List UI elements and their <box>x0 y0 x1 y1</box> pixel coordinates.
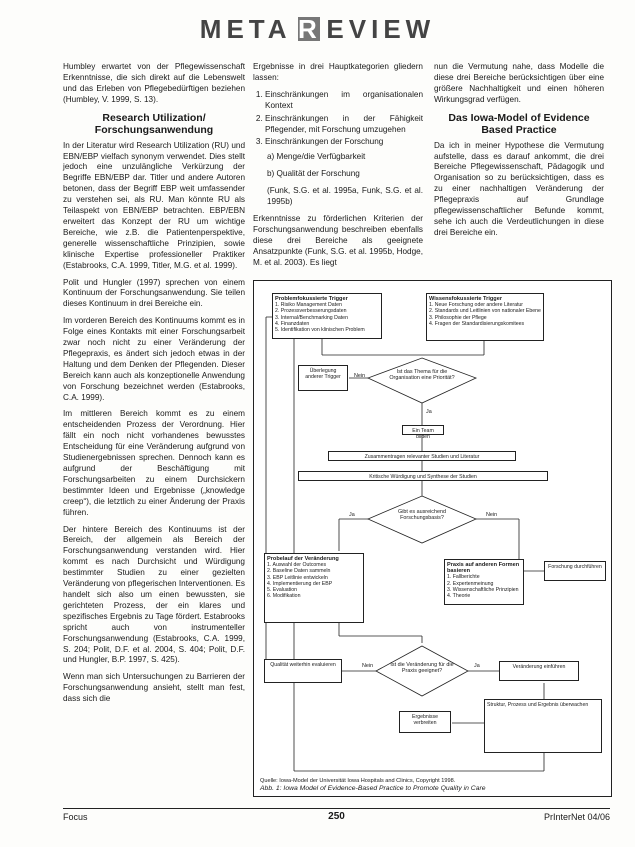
disseminate-results-box: Ergebnisse verbreiten <box>399 711 451 733</box>
column-1 <box>63 62 245 711</box>
consider-other-triggers-box: Überlegung anderer Trigger <box>298 365 348 391</box>
list-item: 1. Einschränkungen im organisationalen Kontext <box>265 90 423 112</box>
paragraph: Der hintere Bereich des Kontinuums ist der Bereich, der allgemein als Bereich der Forschungsanwendung verstanden wird. Hier kommt es nach Durchsicht und Würdigung bestimmter Studien zu einer gezielten Veränderung von pflegerischen Interventionen. Es handelt sich also um einen bewussten, sie gerichteten Prozess, der ein klares und spezifisches Ergebnis zu Tage fördert. Estabrooks spricht auch von instrumenteller Forschungsanwendung (Estabrooks, C.A. 1999, S. 204; Polit, D.F. et al. 2004, S. 404; Polit, D.F. und Hungler, B.P. 1997, S. 425). <box>63 524 245 665</box>
box-item: 3. Internal/Benchmarking Daten <box>275 314 348 321</box>
figure-caption <box>260 778 605 792</box>
paragraph: Ergebnisse in drei Hauptkategorien gliedern lassen: <box>253 62 423 82</box>
sub-item: b) Qualität der Forschung <box>267 169 360 179</box>
caption-title: Abb. 1: Iowa Model of Evidence-Based Practice to Promote Quality in Care <box>260 785 486 792</box>
column-3 <box>434 62 604 245</box>
adopt-change-box: Veränderung einführen <box>499 661 579 681</box>
box-item: 1. Fallberichte <box>447 574 480 581</box>
yes-label: Ja <box>474 663 480 669</box>
caption-source: Quelle: Iowa-Model der Universität Iowa Hospitals and Clinics, Copyright 1998. <box>260 778 456 784</box>
change-appropriate-question: Ist die Veränderung für die Praxis geeignet? <box>390 662 454 675</box>
knowledge-trigger-box <box>426 293 544 341</box>
assemble-literature-box: Zusammentragen relevanter Studien und Literatur <box>328 451 516 461</box>
box-item: 5. Evaluation <box>267 587 297 594</box>
conduct-research-box: Forschung durchführen <box>544 561 606 581</box>
box-item: 1. Auswahl der Outcomes <box>267 562 327 569</box>
header-title-box-letter: R <box>297 14 322 44</box>
form-team-box: Ein Team bilden <box>402 425 444 435</box>
box-item: 3. Wissenschaftliche Prinzipien <box>447 586 519 593</box>
box-item: 4. Fragen der Standardisierungskomitees <box>429 320 525 327</box>
paragraph: Im mittleren Bereich kommt es zu einem entscheidenden Prozess der Verordnung. Hier fällt ein noch nicht vorhandenes bewusstes Entscheidung für eine Veränderung aufgrund von Studienergebnissen sprechen. Dennoch kann es aufgrund der Beschäftigung mit Forschungsarbeiten zu einem Durchsickern bestimmter Ideen und Ergebnisse („knowledge creep“), die letztlich zu einer Änderung der Praxis führen. <box>63 409 245 517</box>
box-item: 2. Expertenmeinung <box>447 580 494 587</box>
column-2 <box>253 62 423 275</box>
list-item: 2. Einschränkungen in der Fähigkeit Pflegender, mit Forschung umzugehen <box>265 114 423 136</box>
box-item: 3. EBP Leitlinie entwickeln <box>267 574 328 581</box>
box-title: Problemfokussierte Trigger <box>275 296 348 302</box>
box-item: 4. Implementierung der EBP <box>267 580 333 587</box>
citation: (Funk, S.G. et al. 1995a, Funk, S.G. et al. 1995b) <box>267 186 423 207</box>
priority-question: Ist das Thema für die Organisation eine Priorität? <box>389 369 455 382</box>
paragraph: Da ich in meiner Hypothese die Vermutung aufstelle, dass es darauf ankommt, die drei Bereiche Pflegewissenschaft, Pädagogik und Organisation so zu berücksichtigen, dass es zu einer nachhaltigen Veränderung der Pflegepraxis auf Grundlage pflegewissenschaftlicher Befunde kommt, sehe ich auch die Verdeutlichungen in diese drei Bereiche ein. <box>434 140 604 237</box>
box-title: Praxis auf anderen Formen basieren <box>447 562 520 575</box>
iowa-model-figure <box>253 280 612 797</box>
paragraph: Erkenntnisse zu förderlichen Kriterien der Forschungsanwendung beschreiben ebenfalls diese drei Bereiche als geeignete Ansatzpunkte (Funk, S.G. et al. 1995b, Hodge, M. et al. 2003). Es liegt <box>253 213 423 267</box>
header-title-left: META <box>199 14 292 44</box>
continue-evaluate-box: Qualität weiterhin evaluieren <box>264 659 342 683</box>
box-item: 6. Modifikation <box>267 593 301 600</box>
box-item: 3. Philosophie der Pflege <box>429 314 487 321</box>
barrier-list <box>253 90 423 149</box>
section-heading: Research Utilization/ Forschungsanwendung <box>94 111 214 136</box>
page-footer <box>63 808 610 822</box>
box-item: 2. Standards und Leitlinien von nationaler Ebene <box>429 308 541 315</box>
box-title: Wissensfokussierte Trigger <box>429 296 503 302</box>
section-heading: Das Iowa-Model of Evidence Based Practice <box>448 111 590 136</box>
list-item: 3. Einschränkungen der Forschung <box>265 137 423 148</box>
pilot-change-box <box>264 553 364 623</box>
box-item: 1. Neue Forschung oder andere Literatur <box>429 302 524 309</box>
no-label: Nein <box>486 512 498 518</box>
page-number: 250 <box>328 811 345 822</box>
box-item: 1. Risiko Management Daten <box>275 302 342 309</box>
paragraph: Wenn man sich Untersuchungen zu Barrieren der Forschungsanwendung ansieht, stellt man fest, dass sich die <box>63 672 245 704</box>
paragraph: Im vorderen Bereich des Kontinuums kommt es in Folge eines Kontakts mit einer Forschungsarbeit zwar noch nicht zu einer Veränderung der Pflegepraxis, es ändert sich jedoch etwas in der Haltung und dem Denken der Pflegenden. Dieser Bereich kann auch als konzeptionelle Anwendung von Forschung bezeichnet werden (Estabrooks, C.A. 1999). <box>63 316 245 402</box>
box-title: Probelauf der Veränderung <box>267 556 339 562</box>
box-item: 2. Baseline Daten sammeln <box>267 568 331 575</box>
no-label: Nein <box>362 663 374 669</box>
paragraph: In der Literatur wird Research Utilization (RU) und EBN/EBP vielfach synonym verwendet. Dies stellt jedoch eine unzulängliche Verkürzung der Begriffe EBN/EBP dar. Titler und andere Autoren betonen, dass der Begriff EBP weit umfassender zu verstehen sei, als RU. Man könnte RU als Teilaspekt von EBN/EBP betrachten. EBP/EBN erweitert das Konzept der RU um wichtige Bereiche, wie z.B. die Patientenperspektive, generelle wissenschaftliche Prinzipien, sowie klinische Expertise professioneller Praktiker (Estabrooks, C.A. 1999, Titler, M.G. et al. 1999). <box>63 140 245 270</box>
box-item: 4. Theorie <box>447 593 471 600</box>
problem-trigger-box <box>272 293 382 339</box>
box-item: 5. Identifikation von klinischen Problem <box>275 327 365 334</box>
sub-item: a) Menge/die Verfügbarkeit <box>267 152 366 162</box>
no-label: Nein <box>354 373 366 379</box>
yes-label: Ja <box>349 512 355 518</box>
paragraph: Humbley erwartet von der Pflegewissenschaft Erkenntnisse, die sich direkt auf die Lebenswelt und das Erleben von Pflegebedürftigen beziehen (Humbley, V. 1999, S. 13). <box>63 62 245 104</box>
monitor-analyze-box: Struktur, Prozess und Ergebnis überwachen <box>484 699 602 753</box>
critique-synthesis-box: Kritische Würdigung und Synthese der Studien <box>298 471 548 481</box>
paragraph: Polit und Hungler (1997) sprechen von einem Kontinuum der Forschungsanwendung. Sie teilen dieses Kontinuum in drei Bereiche ein. <box>63 277 245 309</box>
footer-journal: PrInterNet 04/06 <box>543 812 610 822</box>
header-title-right: EVIEW <box>326 14 436 44</box>
paragraph: nun die Vermutung nahe, dass Modelle die diese drei Bereiche berücksichtigen über eine größere Nachhaltigkeit und einen höheren Wirkungsgrad verfügen. <box>434 62 604 104</box>
other-evidence-box <box>444 559 524 605</box>
journal-header <box>0 14 635 45</box>
box-item: 2. Prozessverbesserungsdaten <box>275 308 347 315</box>
box-item: 4. Finanzdaten <box>275 320 310 327</box>
footer-section: Focus <box>63 812 88 822</box>
yes-label: Ja <box>426 409 432 415</box>
research-base-question: Gibt es ausreichend Forschungsbasis? <box>398 509 446 522</box>
